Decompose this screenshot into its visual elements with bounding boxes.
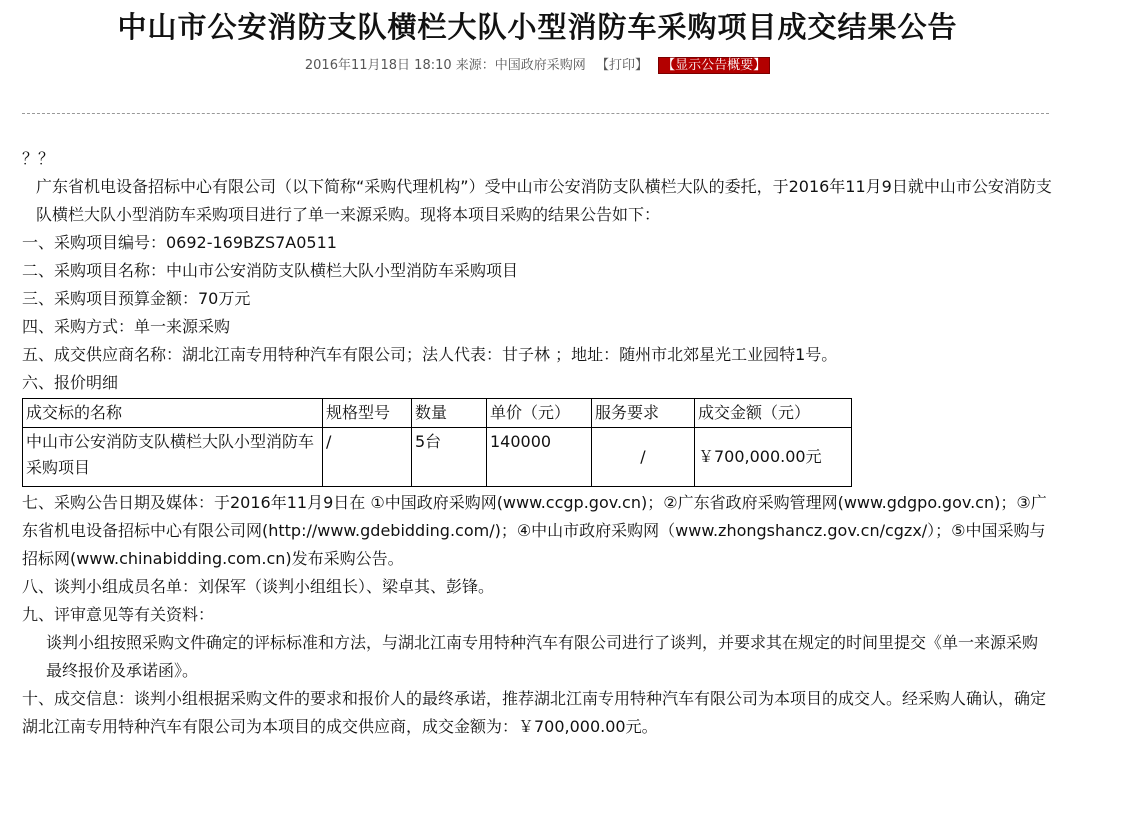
item-project-name: 二、采购项目名称：中山市公安消防支队横栏大队小型消防车采购项目 xyxy=(22,261,519,280)
cell-spec: / xyxy=(323,428,412,487)
question-marks: ？？ xyxy=(22,149,55,168)
header-cell: 单价（元） xyxy=(487,399,592,428)
article-body xyxy=(22,145,1052,741)
cell-service: / xyxy=(592,428,695,487)
article-meta xyxy=(0,56,1075,76)
show-summary-button[interactable]: 【显示公告概要】 xyxy=(658,57,770,74)
header-cell: 成交金额（元） xyxy=(695,399,852,428)
cell-item-name: 中山市公安消防支队横栏大队小型消防车采购项目 xyxy=(23,428,323,487)
table-row xyxy=(23,428,852,487)
publish-date: 2016年11月18日 18:10 xyxy=(304,58,452,73)
item-review-heading: 九、评审意见等有关资料： xyxy=(22,605,215,624)
cell-unit-price: 140000 xyxy=(487,428,592,487)
item-project-number: 一、采购项目编号：0692-169BZS7A0511 xyxy=(22,233,337,252)
item-supplier: 五、成交供应商名称：湖北江南专用特种汽车有限公司；法人代表：甘子林 ；地址：随州市北郊星光工业园特1号。 xyxy=(22,345,838,364)
item-review-text: 谈判小组按照采购文件确定的评标标准和方法，与湖北江南专用特种汽车有限公司进行了谈判，并要求其在规定的时间里提交《单一来源采购最终报价及承诺函》。 xyxy=(46,633,1039,680)
dashed-divider xyxy=(22,113,1049,114)
item-panel-members: 八、谈判小组成员名单：刘保军（谈判小组组长）、梁卓其、彭锋。 xyxy=(22,577,495,596)
item-budget: 三、采购项目预算金额：70万元 xyxy=(22,289,251,308)
item-method: 四、采购方式：单一来源采购 xyxy=(22,317,231,336)
intro-paragraph: 广东省机电设备招标中心有限公司（以下简称“采购代理机构”）受中山市公安消防支队横栏大队的委托，于2016年11月9日就中山市公安消防支队横栏大队小型消防车采购项目进行了单一来源采购。现将本项目采购的结果公告如下： xyxy=(36,177,1052,224)
print-link[interactable]: 【打印】 xyxy=(595,58,648,73)
cell-quantity: 5台 xyxy=(412,428,487,487)
page-title: 中山市公安消防支队横栏大队小型消防车采购项目成交结果公告 xyxy=(117,10,958,44)
source-label: 来源：中国政府采购网 xyxy=(455,58,586,73)
item-media: 七、采购公告日期及媒体：于2016年11月9日在 ①中国政府采购网(www.ccgp.gov.cn)；②广东省政府采购管理网(www.gdgpo.gov.cn)；③广东省机电设备招标中心有限公司网(http://www.gdebidding.com/)；④中山市政府采购网（www.zhongshancz.gov.cn/cgzx/）；⑤中国采购与招标网(www.chinabidding.com.cn)发布采购公告。 xyxy=(22,493,1047,568)
item-quote-heading: 六、报价明细 xyxy=(22,373,119,392)
header-cell: 成交标的名称 xyxy=(23,399,323,428)
item-result: 十、成交信息：谈判小组根据采购文件的要求和报价人的最终承诺，推荐湖北江南专用特种汽车有限公司为本项目的成交人。经采购人确认，确定湖北江南专用特种汽车有限公司为本项目的成交供应商，成交金额为：￥700,000.00元。 xyxy=(22,689,1047,736)
header-cell: 数量 xyxy=(412,399,487,428)
quote-table xyxy=(22,398,852,487)
header-cell: 规格型号 xyxy=(323,399,412,428)
header-cell: 服务要求 xyxy=(592,399,695,428)
table-header-row xyxy=(23,399,852,428)
cell-amount: ￥700,000.00元 xyxy=(695,428,852,487)
